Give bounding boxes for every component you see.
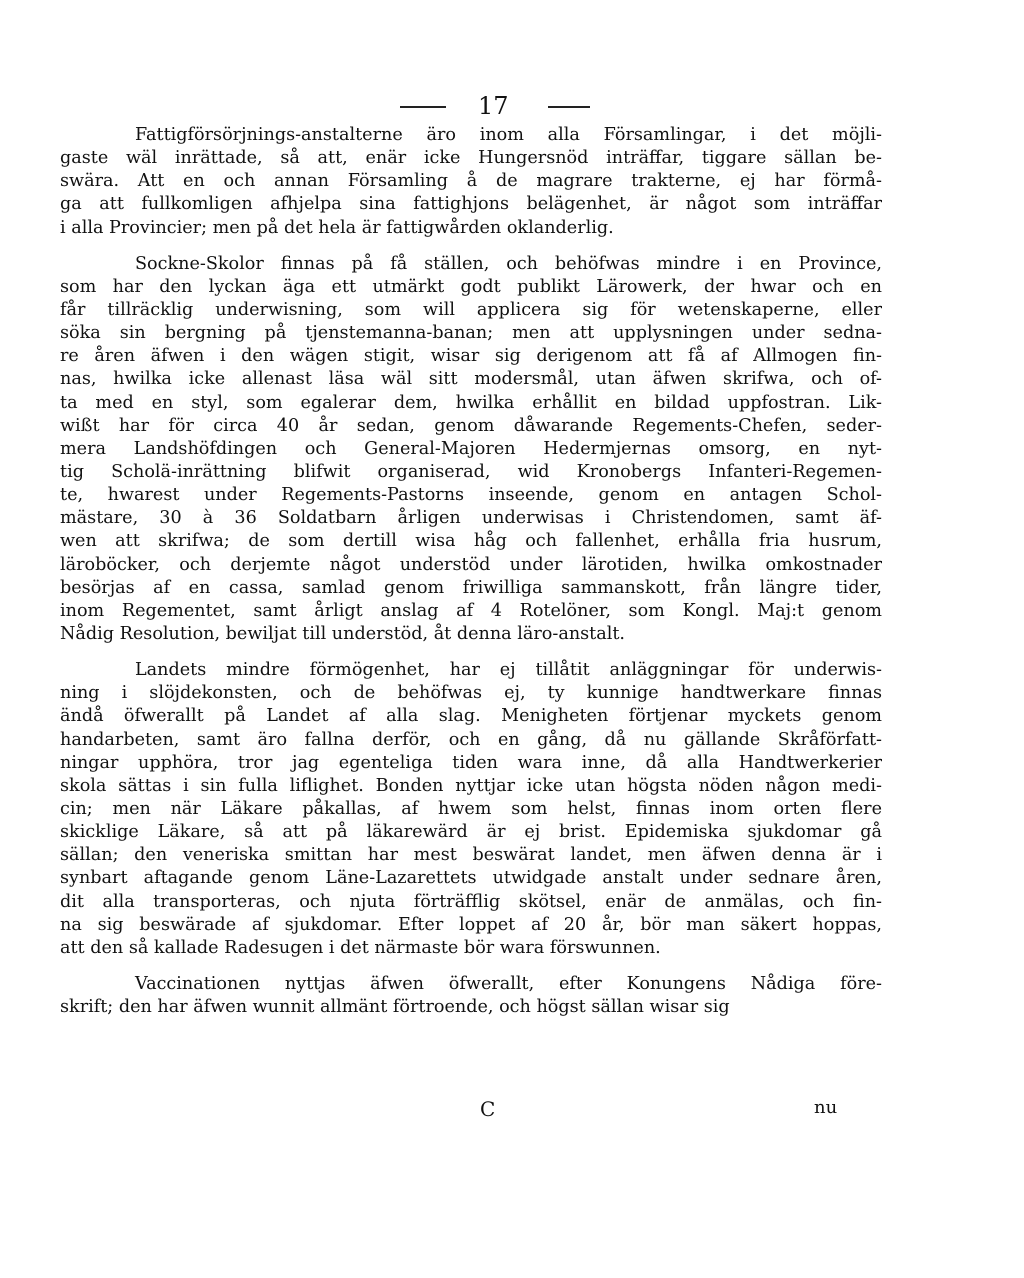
text-line: tig Scholä-inrättning blifwit organiserad, wid Kronobergs Infanteri-Regemen-: [60, 461, 882, 482]
text-line: Sockne-Skolor finnas på få ställen, och behöfwas mindre i en Province,: [135, 253, 882, 274]
header-dash-left: [400, 106, 446, 108]
text-line: te, hwarest under Regements-Pastorns inseende, genom en antagen Schol-: [60, 485, 882, 506]
signature-mark: C: [480, 1097, 496, 1121]
text-line: i alla Provincier; men på det hela är fattigwården oklanderlig.: [60, 217, 614, 238]
paragraph: [60, 124, 882, 240]
page-body: [60, 124, 882, 1032]
text-line: synbart aftagande genom Läne-Lazarettets utwidgade anstalt under sednare åren,: [60, 868, 882, 889]
text-line: söka sin bergning på tjenstemanna-banan; men att upplysningen under sedna-: [60, 323, 882, 344]
page-number: 17: [478, 92, 509, 120]
text-line: ändå öfwerallt på Landet af alla slag. Menigheten förtjenar myckets genom: [60, 706, 882, 727]
text-line: ta med en styl, som egalerar dem, hwilka erhållit en bildad uppfostran. Lik-: [60, 392, 882, 413]
text-line: nas, hwilka icke allenast läsa wäl sitt modersmål, utan äfwen skrifwa, och of-: [60, 369, 882, 390]
text-line: Landets mindre förmögenhet, har ej tillåtit anläggningar för underwis-: [135, 660, 882, 681]
page-footer: [0, 1097, 1024, 1127]
text-line: dit alla transporteras, och njuta förträfflig skötsel, enär de anmälas, och fin-: [60, 891, 882, 912]
text-line: får tillräcklig underwisning, som will applicera sig för wetenskaperne, eller: [60, 299, 882, 320]
text-line: na sig beswärade af sjukdomar. Efter loppet af 20 år, bör man säkert hoppas,: [60, 914, 882, 935]
text-line: mera Landshöfdingen och General-Majoren Hedermjernas omsorg, en nyt-: [60, 438, 882, 459]
catchword: nu: [814, 1097, 838, 1118]
text-line: skicklige Läkare, så att på läkarewärd är ej brist. Epidemiska sjukdomar gå: [60, 822, 882, 843]
text-line: Fattigförsörjnings-anstalterne äro inom alla Församlingar, i det möjli-: [135, 125, 882, 145]
text-line: att den så kallade Radesugen i det närmaste bör wara förswunnen.: [60, 937, 661, 958]
text-line: ga att fullkomligen afhjelpa sina fattighjons belägenhet, är något som inträffar: [60, 194, 882, 215]
text-line: wißt har för circa 40 år sedan, genom dåwarande Regements-Chefen, seder-: [60, 415, 882, 436]
text-line: mästare, 30 à 36 Soldatbarn årligen underwisas i Christendomen, samt äf-: [60, 508, 882, 529]
text-line: skrift; den har äfwen wunnit allmänt förtroende, och högst sällan wisar sig: [60, 997, 730, 1018]
text-line: gaste wäl inrättade, så att, enär icke Hungersnöd inträffar, tiggare sällan be-: [60, 148, 882, 169]
paragraph: [60, 253, 882, 646]
text-line: wen att skrifwa; de som dertill wisa håg och fallenhet, erhålla fria husrum,: [60, 531, 882, 552]
paragraph: [60, 659, 882, 960]
text-line: ningar upphöra, tror jag egenteliga tiden wara inne, då alla Handtwerkerier: [60, 752, 882, 773]
text-line: swära. Att en och annan Församling å de magrare trakterne, ej har förmå-: [60, 171, 882, 192]
text-line: läroböcker, och derjemte något understöd under lärotiden, hwilka omkostnader: [60, 554, 882, 575]
text-line: sällan; den veneriska smittan har mest beswärat landet, men äfwen denna är i: [60, 845, 882, 866]
paragraph: [60, 973, 882, 1019]
text-line: Vaccinationen nyttjas äfwen öfwerallt, efter Konungens Nådiga före-: [135, 973, 882, 994]
text-line: handarbeten, samt äro fallna derför, och en gång, då nu gällande Skråförfatt-: [60, 729, 882, 750]
text-line: besörjas af en cassa, samlad genom friwilliga sammanskott, från längre tider,: [60, 577, 882, 598]
text-line: Nådig Resolution, bewiljat till understöd, åt denna läro-anstalt.: [60, 623, 626, 644]
text-line: inom Regementet, samt årligt anslag af 4 Rotelöner, som Kongl. Maj:t genom: [60, 600, 882, 621]
text-line: ning i slöjdekonsten, och de behöfwas ej, ty kunnige handtwerkare finnas: [60, 683, 882, 704]
page-header: [0, 92, 1024, 122]
header-dash-right: [548, 106, 590, 108]
text-line: som har den lyckan äga ett utmärkt godt publikt Lärowerk, der hwar och en: [60, 276, 882, 297]
text-line: skola sättas i sin fulla liflighet. Bonden nyttjar icke utan högsta nöden någon medi-: [60, 775, 882, 796]
text-line: cin; men när Läkare påkallas, af hwem som helst, finnas inom orten flere: [60, 798, 882, 819]
text-line: re åren äfwen i den wägen stigit, wisar sig derigenom att få af Allmogen fin-: [60, 346, 882, 367]
